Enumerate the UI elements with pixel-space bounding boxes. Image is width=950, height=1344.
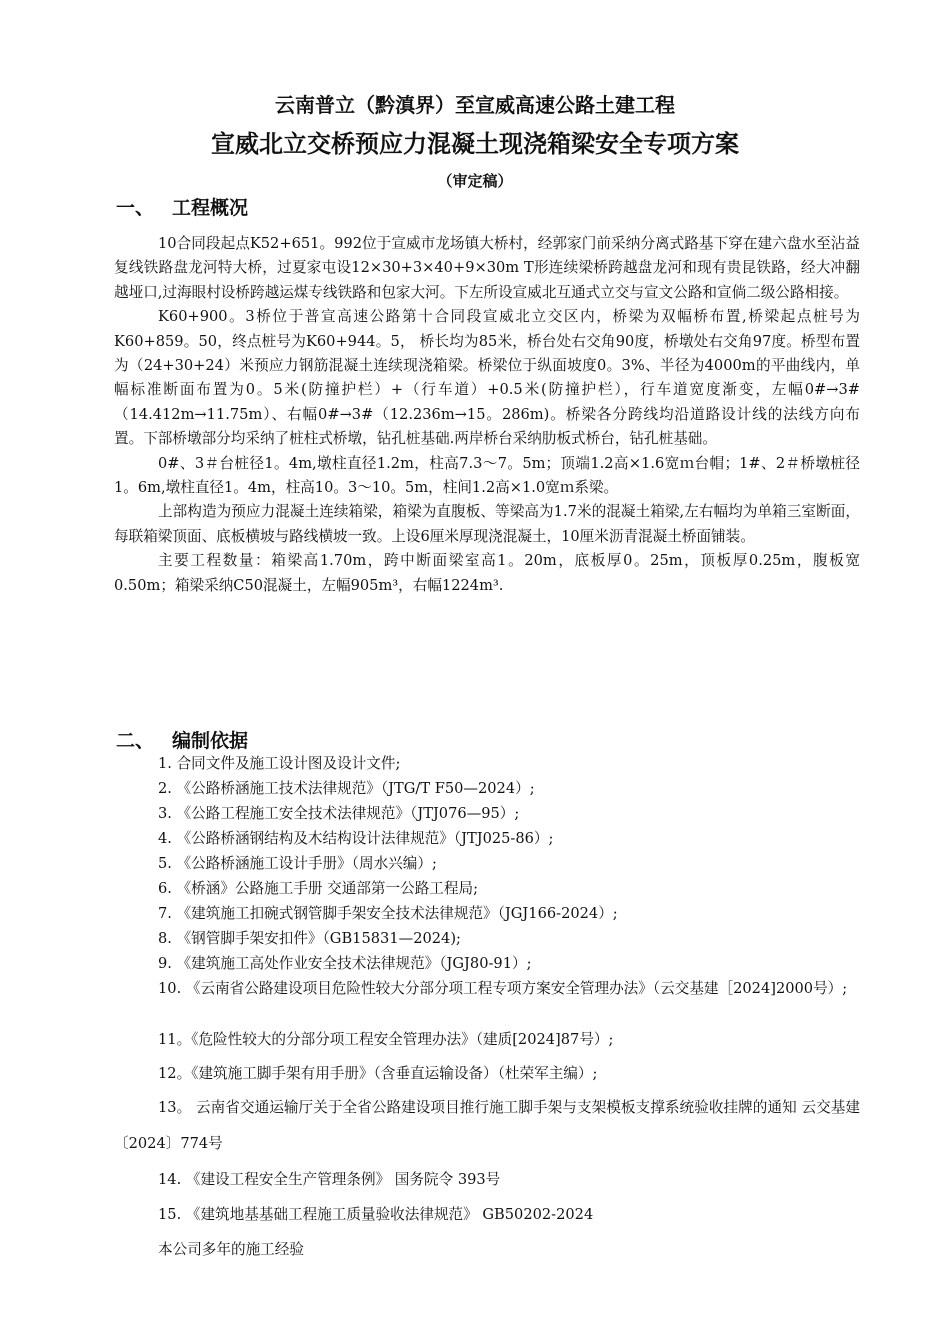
section-title: 编制依据 (172, 730, 249, 752)
list-item: 13。 云南省交通运输厅关于全省公路建设项目推行施工脚手架与支架模板支撑系统验收挂牌的通知 云交基建〔2024〕774号 (114, 1099, 860, 1152)
list-item: 14. 《建设工程安全生产管理条例》 国务院令 393号 (158, 1171, 501, 1188)
paragraph: 上部构造为预应力混凝土连续箱梁，箱梁为直腹板、等梁高为1.7米的混凝土箱梁,左右幅均为单箱三室断面，每联箱梁顶面、底板横坡与路线横坡一致。上设6厘米厚现浇混凝土，10厘米沥青混凝土桥面铺装。 (114, 503, 860, 545)
list-item: 4. 《公路桥涵钢结构及木结构设计法律规范》（JTJ025-86）; (158, 830, 554, 847)
paragraph: 主要工程数量：箱梁高1.70m，跨中断面梁室高1。20m，底板厚0。25m，顶板厚0.25m，腹板宽0.50m；箱梁采纳C50混凝土，左幅905m³，右幅1224m³. (114, 552, 860, 594)
document-title-line2: 宣威北立交桥预应力混凝土现浇箱梁安全专项方案 (211, 130, 739, 158)
list-item: 6. 《桥涵》公路施工手册 交通部第一公路工程局; (158, 880, 478, 897)
list-item: 5. 《公路桥涵施工设计手册》（周水兴编）; (158, 855, 437, 872)
list-item: 15. 《建筑地基基础工程施工质量验收法律规范》 GB50202-2024 (158, 1206, 594, 1223)
paragraph: K60+900。3桥位于普宣高速公路第十合同段宣威北立交区内，桥梁为双幅桥布置,桥梁起点桩号为K60+859。50，终点桩号为K60+944。5， 桥长均为85米，桥台处右交角90度，桥墩处右交角97度。桥型布置为（24+30+24）米预应力钢筋混凝土连续现浇箱梁。桥梁位于纵面坡度0。3%、半径为4000m的平曲线内，单幅标准断面布置为0。5米(防撞护栏）+（行车道）+0.5米(防撞护栏），行车道宽度渐变，左幅0#→3#（14.412m→11.75m）、右幅0#→3#（12.236m→15。286m)。桥梁各分跨线均沿道路设计线的法线方向布置。下部桥墩部分均采纳了桩柱式桥墩，钻孔桩基础.两岸桥台采纳肋板式桥台，钻孔桩基础。 (114, 308, 860, 448)
section-overview-body (114, 232, 860, 598)
list-item: 1. 合同文件及施工设计图及设计文件; (158, 755, 401, 772)
section-heading-overview (116, 195, 248, 221)
list-item: 7. 《建筑施工扣碗式钢管脚手架安全技术法律规范》（JGJ166-2024）; (158, 905, 618, 922)
paragraph: 10合同段起点K52+651。992位于宣威市龙场镇大桥村，经郭家门前采纳分离式路基下穿在建六盘水至沾益复线铁路盘龙河特大桥，过夏家屯设12×30+3×40+9×30m T形连续梁桥跨越盘龙河和现有贵昆铁路，经大冲翻越垭口,过海眼村设桥跨越运煤专线铁路和包家大河。下左所设宣威北互通式立交与宣文公路和宣倘二级公路相接。 (114, 235, 860, 301)
section-title: 工程概况 (172, 197, 249, 219)
list-item: 12。《建筑施工脚手架有用手册》（含垂直运输设备）（杜荣军主编）; (158, 1065, 598, 1082)
section-heading-basis (116, 728, 248, 754)
list-item: 2. 《公路桥涵施工技术法律规范》（JTG/T F50—2024）; (158, 780, 535, 797)
document-title-line1: 云南普立（黔滇界）至宣威高速公路土建工程 (275, 93, 675, 117)
list-item: 3. 《公路工程施工安全技术法律规范》（JTJ076—95）; (158, 805, 520, 822)
list-item: 8. 《钢管脚手架安扣件》（GB15831—2024); (158, 930, 461, 947)
list-item: 10. 《云南省公路建设项目危险性较大分部分项工程专项方案安全管理办法》（云交基建［2024]2000号）; (158, 980, 848, 997)
document-subtitle: （审定稿） (437, 172, 513, 190)
paragraph: 0#、3＃台桩径1。4m,墩柱直径1.2m，柱高7.3～7。5m；顶端1.2高×1.6宽ｍ台帽；1#、2＃桥墩桩径1。6m,墩柱直径1。4m，柱高10。3～10。5m，柱间1.2高×1.0宽ｍ系梁。 (114, 454, 860, 497)
list-item: 本公司多年的施工经验 (158, 1241, 304, 1258)
list-item: 11。《危险性较大的分部分项工程安全管理办法》（建质[2024]87号）; (158, 1031, 614, 1048)
section-number: 一、 (116, 197, 155, 219)
list-item: 9. 《建筑施工高处作业安全技术法律规范》（JGJ80-91）; (158, 955, 532, 972)
section-number: 二、 (116, 730, 155, 752)
